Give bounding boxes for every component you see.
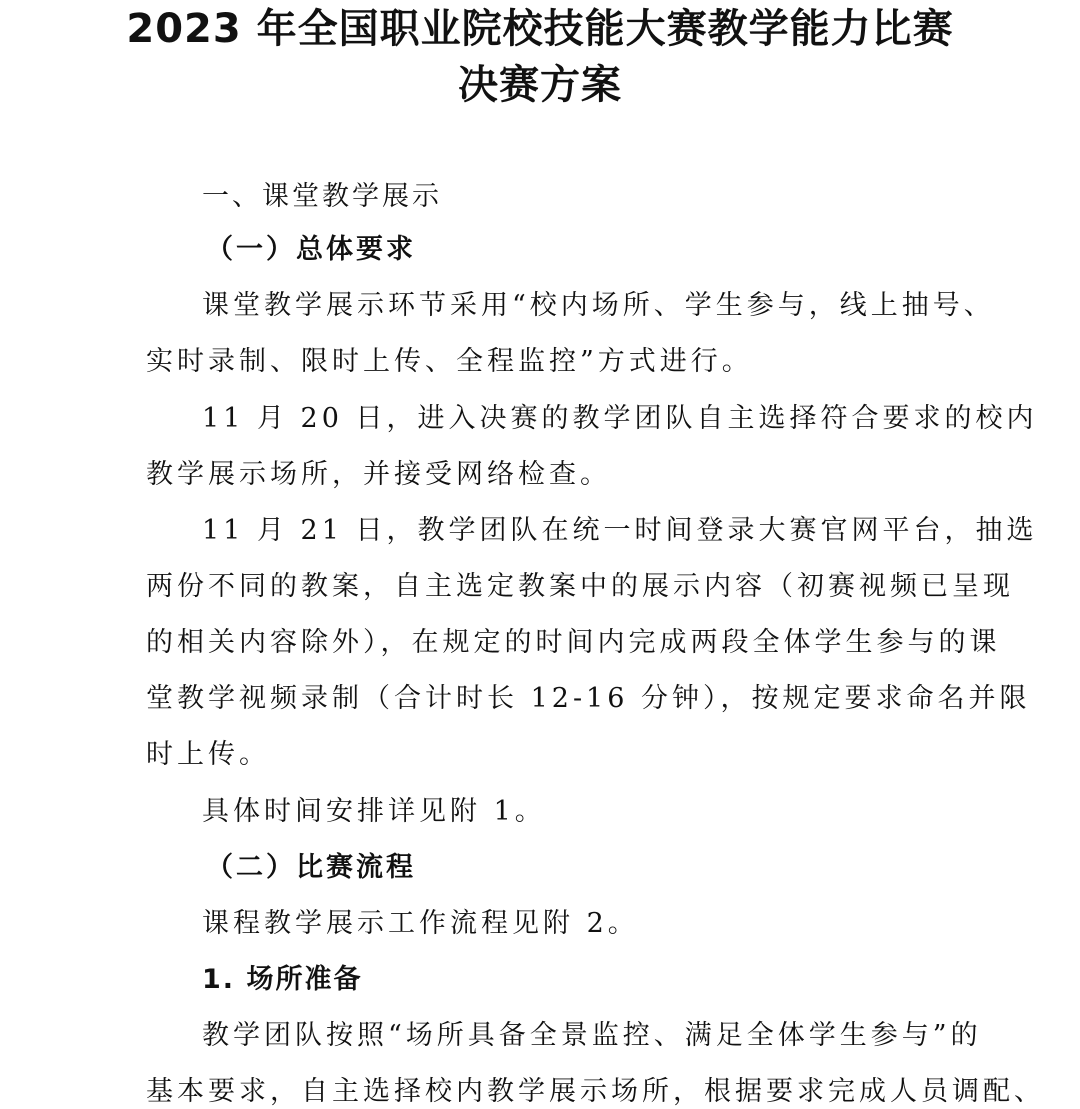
document-title-line1: 2023 年全国职业院校技能大赛教学能力比赛 xyxy=(126,6,954,52)
section1-heading: 一、课堂教学展示 xyxy=(202,181,442,212)
paragraph4-line1: 具体时间安排详见附 1。 xyxy=(202,796,546,827)
paragraph1-line1: 课堂教学展示环节采用“校内场所、学生参与，线上抽号、 xyxy=(202,290,995,321)
paragraph6-line1: 教学团队按照“场所具备全景监控、满足全体学生参与”的 xyxy=(202,1020,982,1051)
subsection1-heading: （一）总体要求 xyxy=(206,234,416,265)
paragraph3-line4: 堂教学视频录制（合计时长 12-16 分钟），按规定要求命名并限 xyxy=(146,683,1031,714)
paragraph2-line1: 11 月 20 日，进入决赛的教学团队自主选择符合要求的校内 xyxy=(202,403,1038,434)
subsection2-heading: （二）比赛流程 xyxy=(206,852,416,883)
paragraph5-line1: 课程教学展示工作流程见附 2。 xyxy=(202,908,639,939)
document-title-line2: 决赛方案 xyxy=(458,62,622,108)
paragraph3-line1: 11 月 21 日，教学团队在统一时间登录大赛官网平台，抽选 xyxy=(202,515,1038,546)
paragraph2-line2: 教学展示场所，并接受网络检查。 xyxy=(146,459,611,490)
paragraph3-line2: 两份不同的教案，自主选定教案中的展示内容（初赛视频已呈现 xyxy=(146,571,1014,602)
paragraph6-line2: 基本要求，自主选择校内教学展示场所，根据要求完成人员调配、 xyxy=(146,1076,1045,1107)
paragraph1-line2: 实时录制、限时上传、全程监控”方式进行。 xyxy=(146,346,753,377)
paragraph3-line5: 时上传。 xyxy=(146,739,270,770)
subsubsection1-heading: 1. 场所准备 xyxy=(202,964,363,995)
paragraph3-line3: 的相关内容除外），在规定的时间内完成两段全体学生参与的课 xyxy=(146,627,1001,658)
